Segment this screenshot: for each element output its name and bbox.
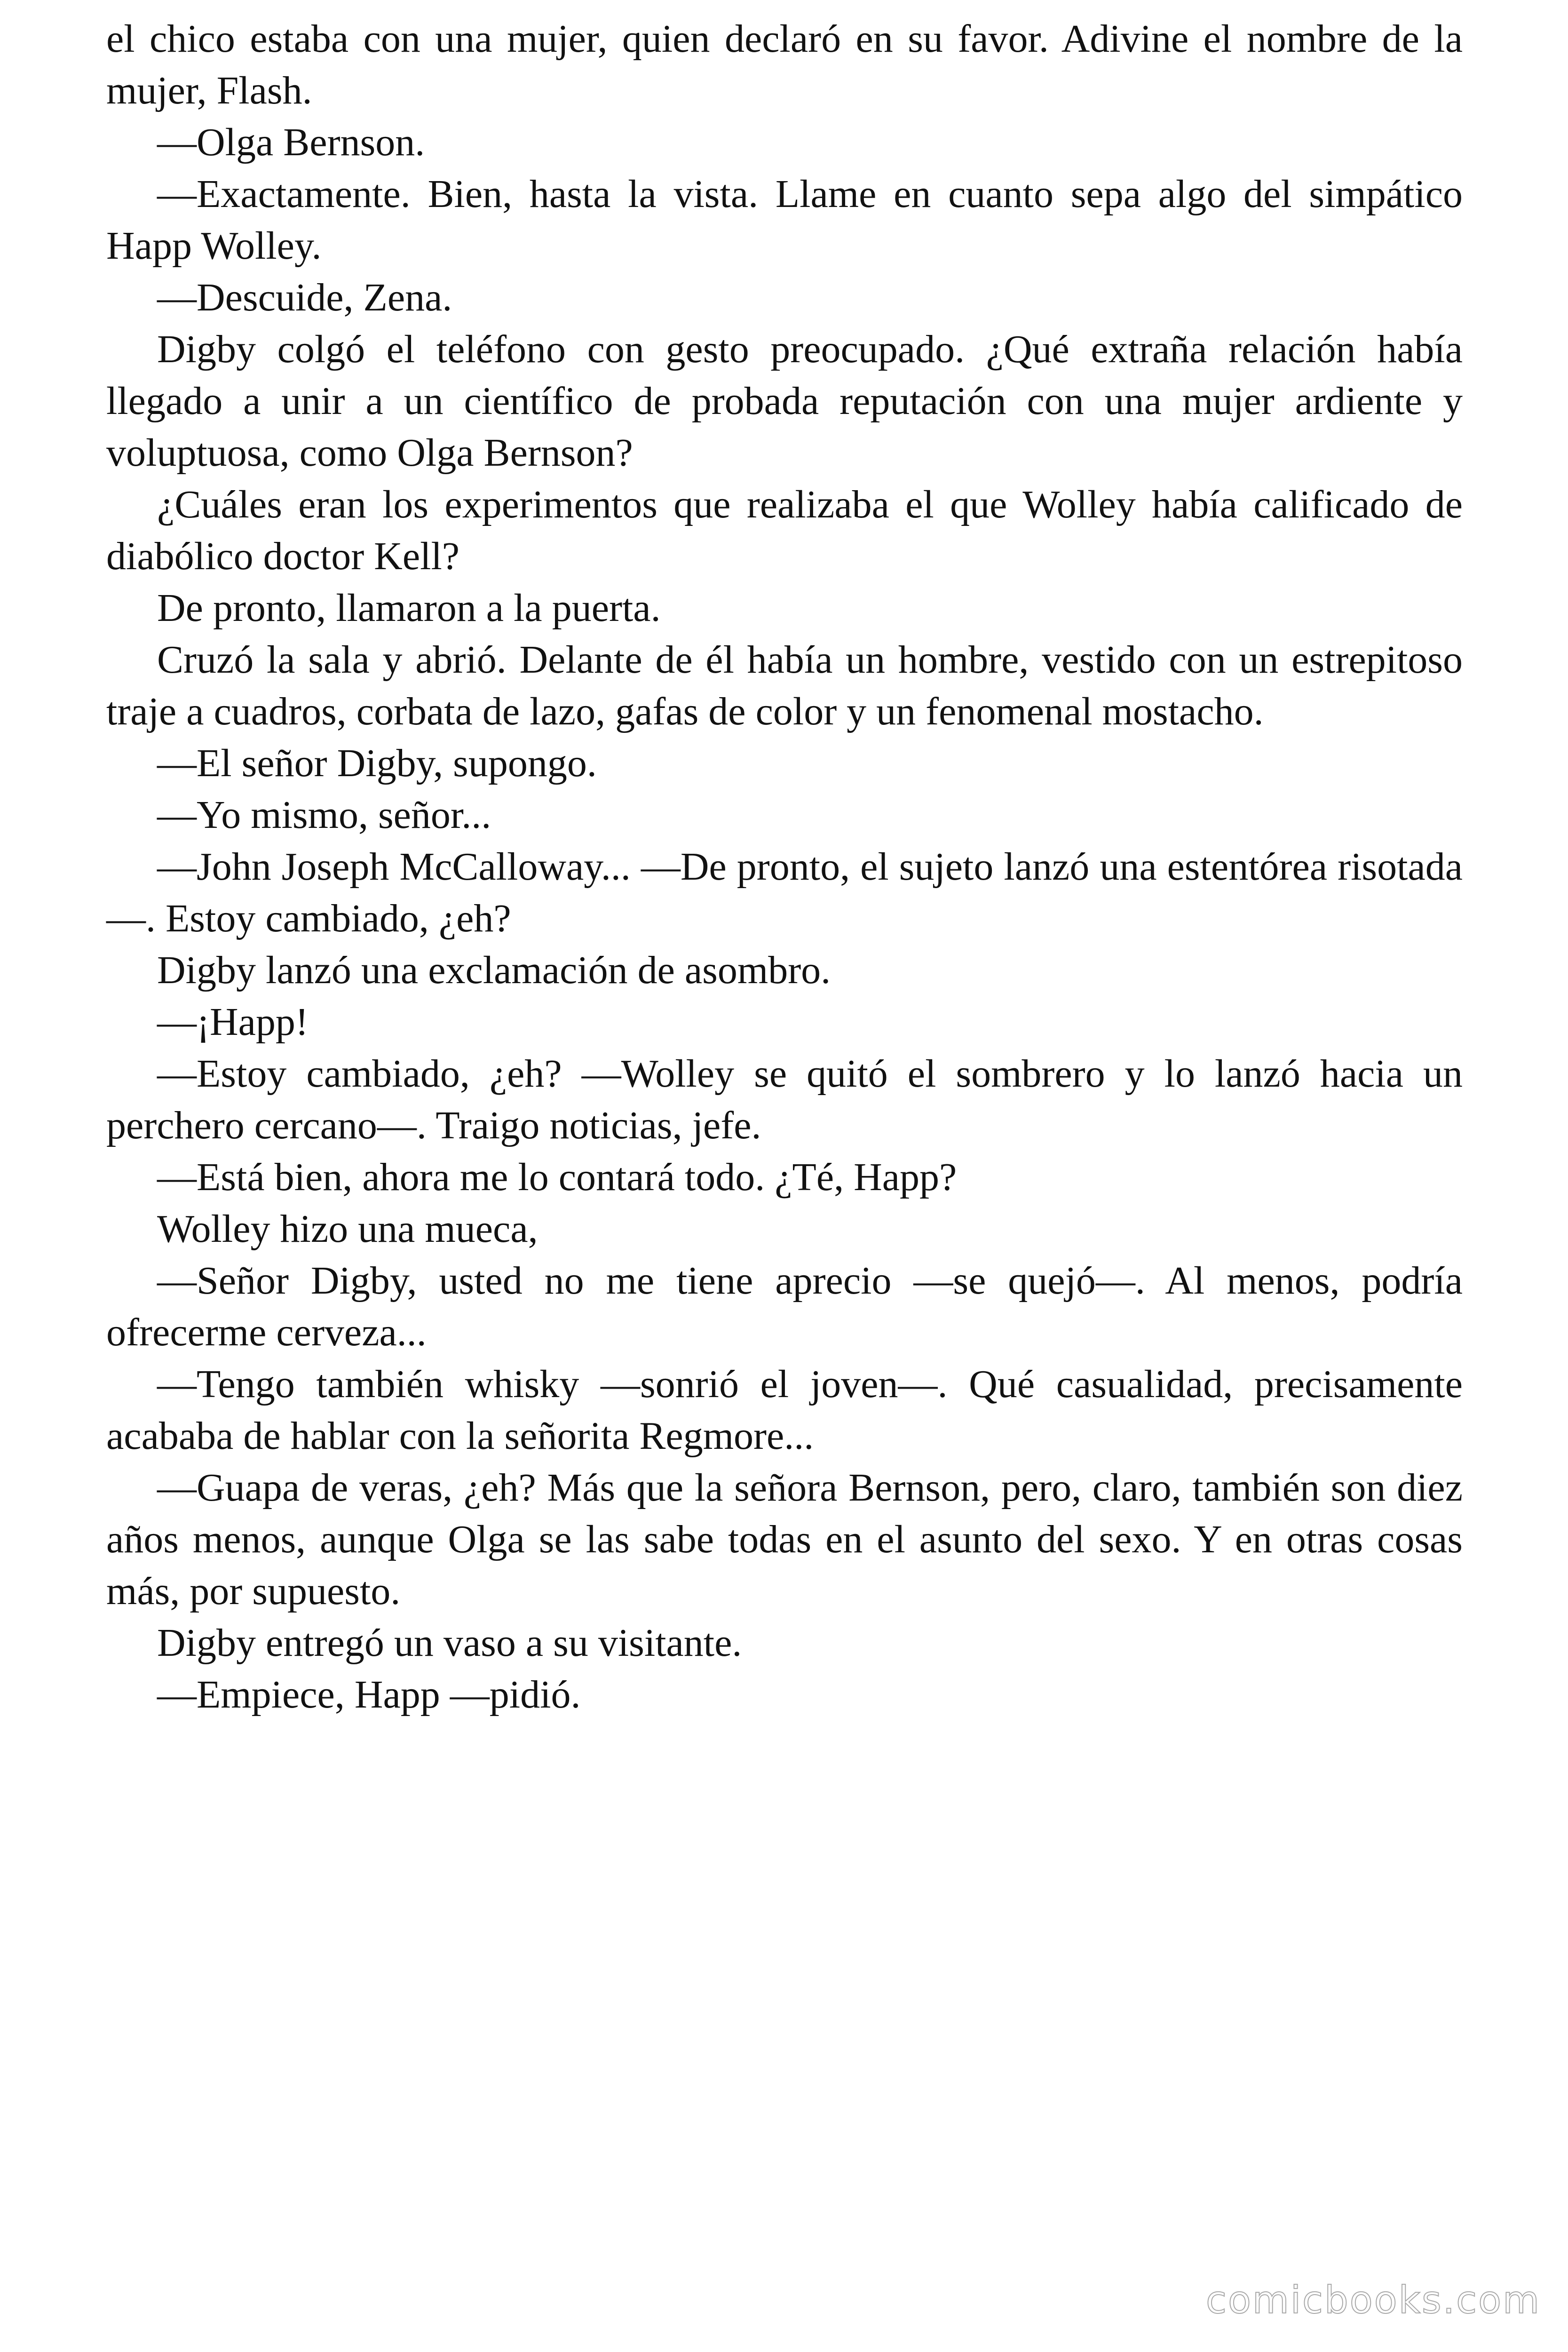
paragraph: ¿Cuáles eran los experimentos que realizaba el que Wolley había calificado de diabólico doctor Kell?	[106, 483, 1463, 578]
paragraph: —John Joseph McCalloway... —De pronto, el sujeto lanzó una estentórea risotada—. Estoy cambiado, ¿eh?	[106, 845, 1463, 940]
paragraph: Digby lanzó una exclamación de asombro.	[157, 948, 831, 992]
paragraph: Digby entregó un vaso a su visitante.	[157, 1621, 742, 1665]
paragraph: —Está bien, ahora me lo contará todo. ¿Té, Happ?	[157, 1155, 957, 1199]
watermark: comicbooks.com	[1205, 2278, 1541, 2322]
paragraph: —Yo mismo, señor...	[157, 793, 491, 837]
paragraph: —Guapa de veras, ¿eh? Más que la señora Bernson, pero, claro, también son diez años menos, aunque Olga se las sabe todas en el asunto del sexo. Y en otras cosas más, por supuesto.	[106, 1466, 1463, 1613]
paragraph: —El señor Digby, supongo.	[157, 741, 597, 785]
paragraph: —Estoy cambiado, ¿eh? —Wolley se quitó el sombrero y lo lanzó hacia un perchero cercano—. Traigo noticias, jefe.	[106, 1052, 1463, 1147]
paragraph: el chico estaba con una mujer, quien declaró en su favor. Adivine el nombre de la mujer, Flash.	[106, 17, 1463, 112]
paragraph: Wolley hizo una mueca,	[157, 1207, 538, 1251]
paragraph: —Descuide, Zena.	[157, 276, 452, 319]
body-text	[106, 13, 1463, 1721]
paragraph: —Exactamente. Bien, hasta la vista. Llame en cuanto sepa algo del simpático Happ Wolley.	[106, 172, 1463, 268]
paragraph: —¡Happ!	[157, 1000, 309, 1044]
paragraph: —Señor Digby, usted no me tiene aprecio —se quejó—. Al menos, podría ofrecerme cerveza...	[106, 1259, 1463, 1354]
paragraph: Digby colgó el teléfono con gesto preocupado. ¿Qué extraña relación había llegado a unir a un científico de probada reputación con una mujer ardiente y voluptuosa, como Olga Bernson?	[106, 327, 1463, 475]
paragraph: —Empiece, Happ —pidió.	[157, 1673, 581, 1716]
paragraph: —Olga Bernson.	[157, 120, 425, 164]
paragraph: De pronto, llamaron a la puerta.	[157, 586, 661, 630]
paragraph: —Tengo también whisky —sonrió el joven—. Qué casualidad, precisamente acababa de hablar con la señorita Regmore...	[106, 1362, 1463, 1458]
paragraph: Cruzó la sala y abrió. Delante de él había un hombre, vestido con un estrepitoso traje a cuadros, corbata de lazo, gafas de color y un fenomenal mostacho.	[106, 638, 1463, 733]
